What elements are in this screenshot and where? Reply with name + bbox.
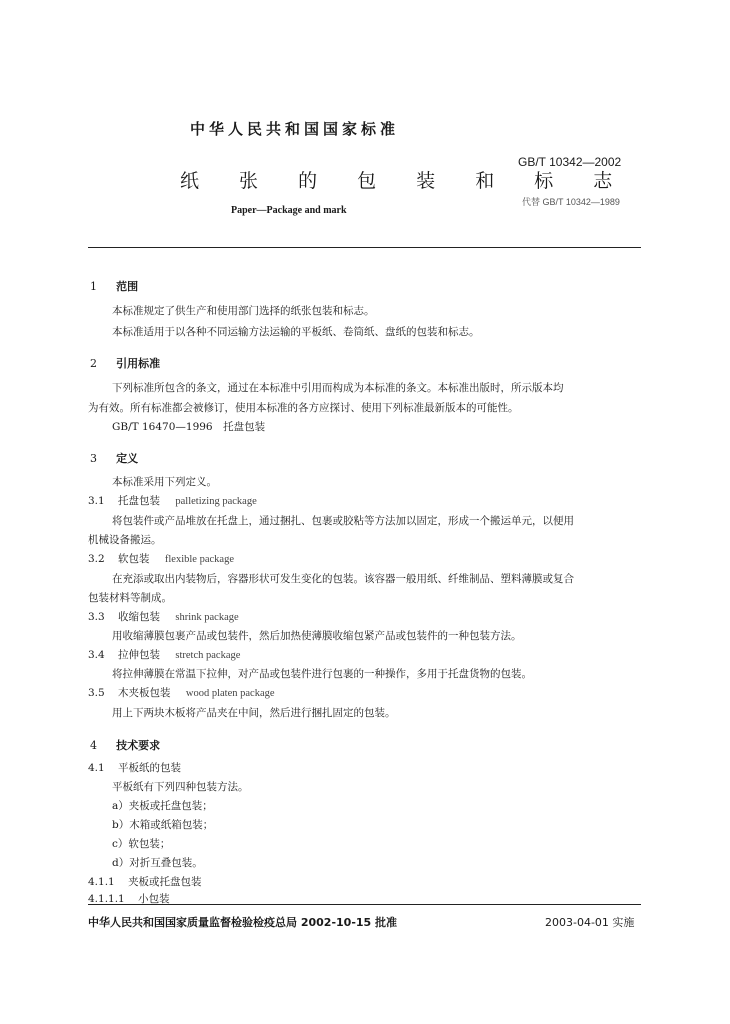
list-item: c）软包装； — [112, 838, 171, 850]
clause-number: 3.4 — [88, 649, 105, 661]
term: 木夹板包装 — [118, 687, 171, 699]
section-3-heading — [90, 447, 138, 466]
clause-title: 小包装 — [138, 893, 170, 905]
paragraph: 本标准适用于以各种不同运输方法运输的平板纸、卷筒纸、盘纸的包装和标志。 — [112, 326, 480, 338]
term: 收缩包装 — [118, 611, 161, 623]
term-english: wood platen package — [185, 688, 275, 699]
section-number: 1 — [90, 280, 97, 293]
paragraph: 用上下两块木板将产品夹在中间，然后进行捆扎固定的包装。 — [112, 707, 396, 719]
clause-number: 3.5 — [88, 687, 105, 699]
term-english: palletizing package — [175, 496, 257, 507]
document-title: 纸 张 的 包 装 和 标 志 — [180, 170, 630, 192]
section-number: 3 — [90, 452, 97, 465]
list-item: b）木箱或纸箱包装； — [112, 819, 214, 831]
paragraph: 本标准采用下列定义。 — [112, 476, 217, 488]
section-1-heading — [90, 275, 138, 294]
section-4-heading — [90, 734, 160, 753]
list-item: a）夹板或托盘包装； — [112, 800, 213, 812]
section-title: 引用标准 — [116, 357, 161, 370]
term: 软包装 — [118, 553, 150, 565]
term-english: stretch package — [175, 650, 241, 661]
paragraph: 机械设备搬运。 — [88, 534, 162, 546]
clause-number: 3.3 — [88, 611, 105, 623]
replaces-standard: 代替 GB/T 10342—1989 — [522, 197, 620, 207]
paragraph: 在充添或取出内装物后，容器形状可发生变化的包装。该容器一般用纸、纤维制品、塑料薄膜或复合 — [112, 573, 574, 585]
section-number: 4 — [90, 739, 97, 752]
section-title: 范围 — [116, 280, 139, 293]
document-title-english: Paper—Package and mark — [231, 205, 347, 216]
paragraph: 下列标准所包含的条文，通过在本标准中引用而构成为本标准的条文。本标准出版时，所示版本均 — [112, 382, 564, 394]
clause-number: 4.1.1.1 — [88, 893, 125, 905]
effective-date: 2003-04-01 实施 — [545, 916, 635, 929]
issuing-country-heading: 中华人民共和国国家标准 — [190, 120, 400, 138]
clause-number: 3.1 — [88, 495, 105, 507]
paragraph: 将拉伸薄膜在常温下拉伸，对产品或包装件进行包裹的一种操作，多用于托盘货物的包装。 — [112, 668, 532, 680]
paragraph: 本标准规定了供生产和使用部门选择的纸张包装和标志。 — [112, 305, 375, 317]
clause-number: 4.1 — [88, 762, 105, 774]
paragraph: 包装材料等制成。 — [88, 592, 172, 604]
paragraph: 平板纸有下列四种包装方法。 — [112, 781, 249, 793]
clause-4-1-1-heading — [88, 874, 202, 889]
definition-3-4 — [88, 647, 240, 662]
paragraph: 用收缩薄膜包裹产品或包装件，然后加热使薄膜收缩包紧产品或包装件的一种包装方法。 — [112, 630, 522, 642]
term-english: shrink package — [175, 612, 239, 623]
term: 拉伸包装 — [118, 649, 161, 661]
standard-number: GB/T 10342—2002 — [518, 155, 622, 169]
section-title: 技术要求 — [116, 739, 161, 752]
definition-3-1 — [88, 493, 257, 508]
clause-4-1-heading — [88, 760, 181, 775]
section-2-heading — [90, 352, 160, 371]
footer-divider — [88, 904, 641, 905]
section-number: 2 — [90, 357, 97, 370]
term: 托盘包装 — [118, 495, 161, 507]
paragraph: 为有效。所有标准都会被修订，使用本标准的各方应探讨、使用下列标准最新版本的可能性。 — [88, 402, 519, 414]
normative-reference: GB/T 16470—1996 托盘包装 — [112, 421, 266, 433]
definition-3-5 — [88, 685, 275, 700]
header-divider — [88, 247, 641, 248]
clause-title: 平板纸的包装 — [118, 762, 182, 774]
paragraph: 将包装件或产品堆放在托盘上，通过捆扎、包裹或胶粘等方法加以固定，形成一个搬运单元，以便用 — [112, 515, 574, 527]
list-item: d）对折互叠包装。 — [112, 857, 203, 869]
definition-3-3 — [88, 609, 239, 624]
clause-number: 4.1.1 — [88, 876, 115, 888]
section-title: 定义 — [116, 452, 139, 465]
term-english: flexible package — [164, 554, 234, 565]
clause-title: 夹板或托盘包装 — [128, 876, 202, 888]
clause-number: 3.2 — [88, 553, 105, 565]
definition-3-2 — [88, 551, 234, 566]
approval-line: 中华人民共和国国家质量监督检验检疫总局 2002-10-15 批准 — [88, 916, 398, 929]
